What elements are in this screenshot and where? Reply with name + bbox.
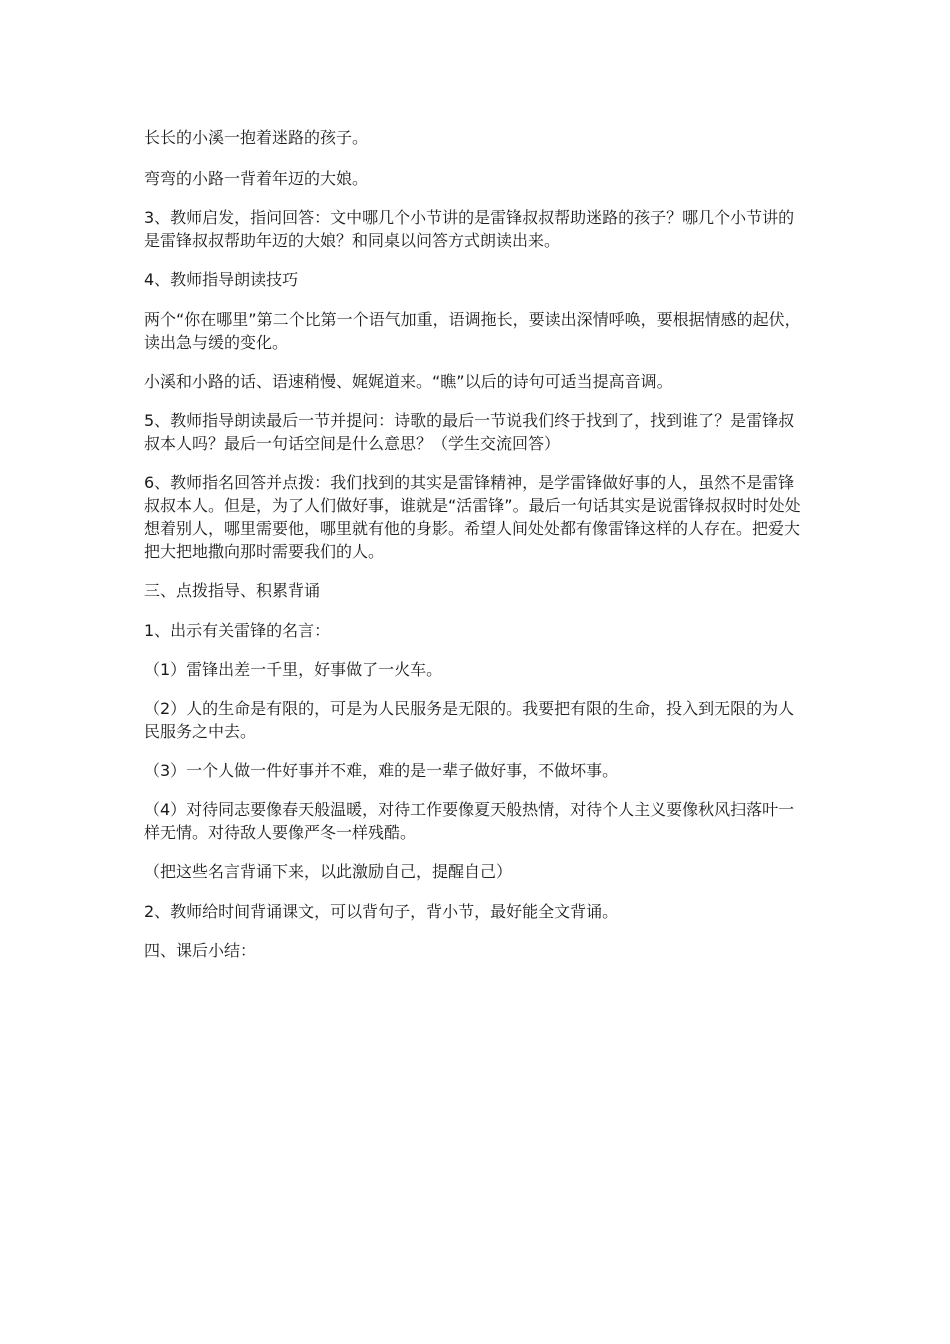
paragraph-reading-tips: 两个“你在哪里”第二个比第一个语气加重，语调拖长，要读出深情呼唤，要根据情感的起伏，读出急与缓的变化。 <box>144 310 801 352</box>
quote-3: （3）一个人做一件好事并不难，难的是一辈子做好事，不做坏事。 <box>144 761 619 780</box>
paragraph-step-6: 6、教师指名回答并点拨：我们找到的其实是雷锋精神，是学雷锋做好事的人，虽然不是雷锋叔叔本人。但是，为了人们做好事，谁就是“活雷锋”。最后一句话其实是说雷锋叔叔时时处处想着别人，哪里需要他，哪里就有他的身影。希望人间处处都有像雷锋这样的人存在。把爱大把大把地撒向那时需要我们的人。 <box>144 473 801 561</box>
paragraph-road-line: 弯弯的小路一背着年迈的大娘。 <box>144 169 369 188</box>
paragraph-speech-pace: 小溪和小路的话、语速稍慢、娓娓道来。“瞧”以后的诗句可适当提高音调。 <box>144 372 673 391</box>
paragraph-step-4-heading: 4、教师指导朗读技巧 <box>144 270 299 289</box>
paragraph-recite-text: 2、教师给时间背诵课文，可以背句子，背小节，最好能全文背诵。 <box>144 902 619 921</box>
section-heading-3: 三、点拨指导、积累背诵 <box>144 581 321 600</box>
paragraph-recite-note: （把这些名言背诵下来，以此激励自己，提醒自己） <box>144 862 513 881</box>
quote-4: （4）对待同志要像春天般温暖，对待工作要像夏天般热情，对待个人主义要像秋风扫落叶一样无情。对待敌人要像严冬一样残酷。 <box>144 800 795 842</box>
quote-1: （1）雷锋出差一千里，好事做了一火车。 <box>144 660 443 679</box>
section-heading-4: 四、课后小结： <box>144 941 257 960</box>
paragraph-step-3: 3、教师启发，指问回答：文中哪几个小节讲的是雷锋叔叔帮助迷路的孩子？哪几个小节讲的是雷锋叔叔帮助年迈的大娘？和同桌以问答方式朗读出来。 <box>144 208 795 250</box>
paragraph-step-5: 5、教师指导朗读最后一节并提问：诗歌的最后一节说我们终于找到了，找到谁了？是雷锋叔叔本人吗？最后一句话空间是什么意思？（学生交流回答） <box>144 411 795 453</box>
quote-2: （2）人的生命是有限的，可是为人民服务是无限的。我要把有限的生命，投入到无限的为人民服务之中去。 <box>144 699 795 741</box>
paragraph-quotes-intro: 1、出示有关雷锋的名言： <box>144 621 331 640</box>
paragraph-stream-line: 长长的小溪一抱着迷路的孩子。 <box>144 128 369 147</box>
